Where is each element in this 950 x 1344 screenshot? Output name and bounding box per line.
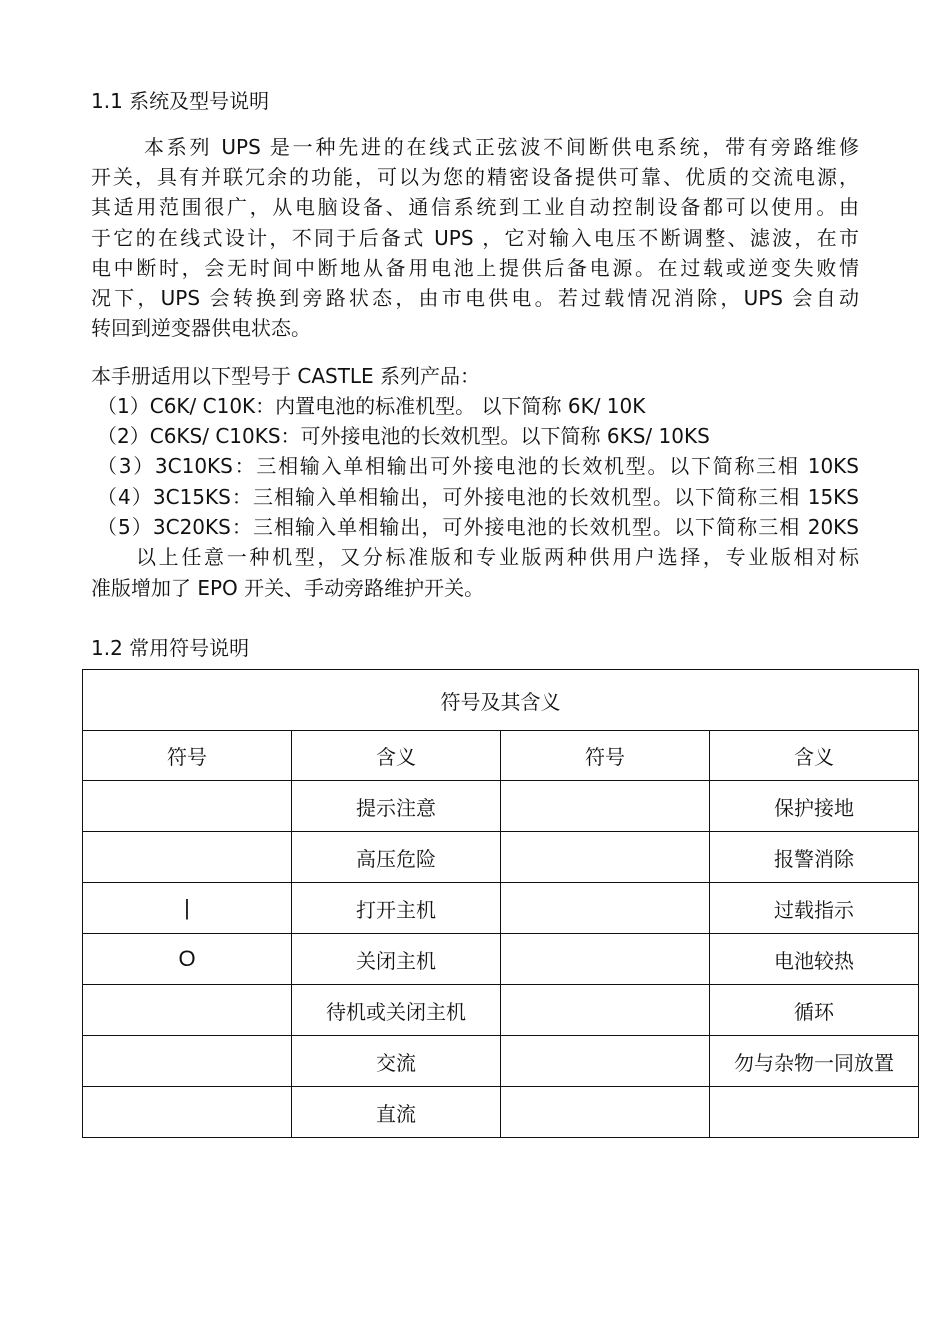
meaning-cell: 高压危险 <box>292 832 501 883</box>
symbols-table <box>82 669 919 1138</box>
symbol-cell <box>83 781 292 832</box>
symbols-table-title: 符号及其含义 <box>83 670 919 731</box>
meaning-cell: 循环 <box>710 985 919 1036</box>
column-header-symbol: 符号 <box>83 731 292 781</box>
symbol-cell <box>83 832 292 883</box>
meaning-cell <box>710 1087 919 1138</box>
symbol-cell <box>501 781 710 832</box>
intro-paragraph-line: 于它的在线式设计，不同于后备式 UPS ，它对输入电压不断调整、滤波，在市 <box>91 226 859 250</box>
symbol-cell <box>501 985 710 1036</box>
power-off-symbol: O <box>83 934 292 985</box>
meaning-cell: 保护接地 <box>710 781 919 832</box>
table-row <box>83 832 919 883</box>
intro-paragraph-line: 其适用范围很广，从电脑设备、通信系统到工业自动控制设备都可以使用。由 <box>91 195 859 219</box>
model-list-item: （1）C6K/ C10K：内置电池的标准机型。 以下简称 6K/ 10K <box>97 394 646 418</box>
table-row <box>83 883 919 934</box>
meaning-cell: 打开主机 <box>292 883 501 934</box>
table-row <box>83 1087 919 1138</box>
meaning-cell: 交流 <box>292 1036 501 1087</box>
models-intro: 本手册适用以下型号于 CASTLE 系列产品： <box>91 364 481 388</box>
symbol-cell <box>83 985 292 1036</box>
column-header-meaning: 含义 <box>710 731 919 781</box>
symbol-cell <box>501 1036 710 1087</box>
meaning-cell: 提示注意 <box>292 781 501 832</box>
symbol-cell <box>501 1087 710 1138</box>
power-on-symbol: | <box>83 883 292 934</box>
section-heading-system-models: 1.1 系统及型号说明 <box>91 89 270 113</box>
meaning-cell: 待机或关闭主机 <box>292 985 501 1036</box>
edition-paragraph-line: 准版增加了 EPO 开关、手动旁路维护开关。 <box>91 576 485 600</box>
column-header-symbol: 符号 <box>501 731 710 781</box>
intro-paragraph-line: 本系列 UPS 是一种先进的在线式正弦波不间断供电系统，带有旁路维修 <box>144 135 859 159</box>
section-heading-symbols: 1.2 常用符号说明 <box>91 636 250 660</box>
edition-paragraph-line: 以上任意一种机型，又分标准版和专业版两种供用户选择，专业版相对标 <box>136 545 859 569</box>
meaning-cell: 勿与杂物一同放置 <box>710 1036 919 1087</box>
meaning-cell: 关闭主机 <box>292 934 501 985</box>
intro-paragraph-line: 开关，具有并联冗余的功能，可以为您的精密设备提供可靠、优质的交流电源， <box>91 165 859 189</box>
table-row <box>83 1036 919 1087</box>
model-list-item: （4）3C15KS：三相输入单相输出，可外接电池的长效机型。以下简称三相 15KS <box>97 485 859 509</box>
intro-paragraph-line: 转回到逆变器供电状态。 <box>91 316 311 340</box>
meaning-cell: 报警消除 <box>710 832 919 883</box>
model-list-item: （2）C6KS/ C10KS：可外接电池的长效机型。以下简称 6KS/ 10KS <box>97 424 710 448</box>
table-row <box>83 781 919 832</box>
symbol-cell <box>501 934 710 985</box>
table-row <box>83 985 919 1036</box>
model-list-item: （3）3C10KS：三相输入单相输出可外接电池的长效机型。以下简称三相 10KS <box>97 454 859 478</box>
meaning-cell: 过载指示 <box>710 883 919 934</box>
symbol-cell <box>501 832 710 883</box>
table-row <box>83 934 919 985</box>
meaning-cell: 电池较热 <box>710 934 919 985</box>
model-list-item: （5）3C20KS：三相输入单相输出，可外接电池的长效机型。以下简称三相 20KS <box>97 515 859 539</box>
intro-paragraph-line: 电中断时，会无时间中断地从备用电池上提供后备电源。在过载或逆变失败情 <box>91 256 859 280</box>
intro-paragraph-line: 况下，UPS 会转换到旁路状态，由市电供电。若过载情况消除，UPS 会自动 <box>91 286 859 310</box>
symbol-cell <box>501 883 710 934</box>
meaning-cell: 直流 <box>292 1087 501 1138</box>
column-header-meaning: 含义 <box>292 731 501 781</box>
symbol-cell <box>83 1087 292 1138</box>
symbol-cell <box>83 1036 292 1087</box>
